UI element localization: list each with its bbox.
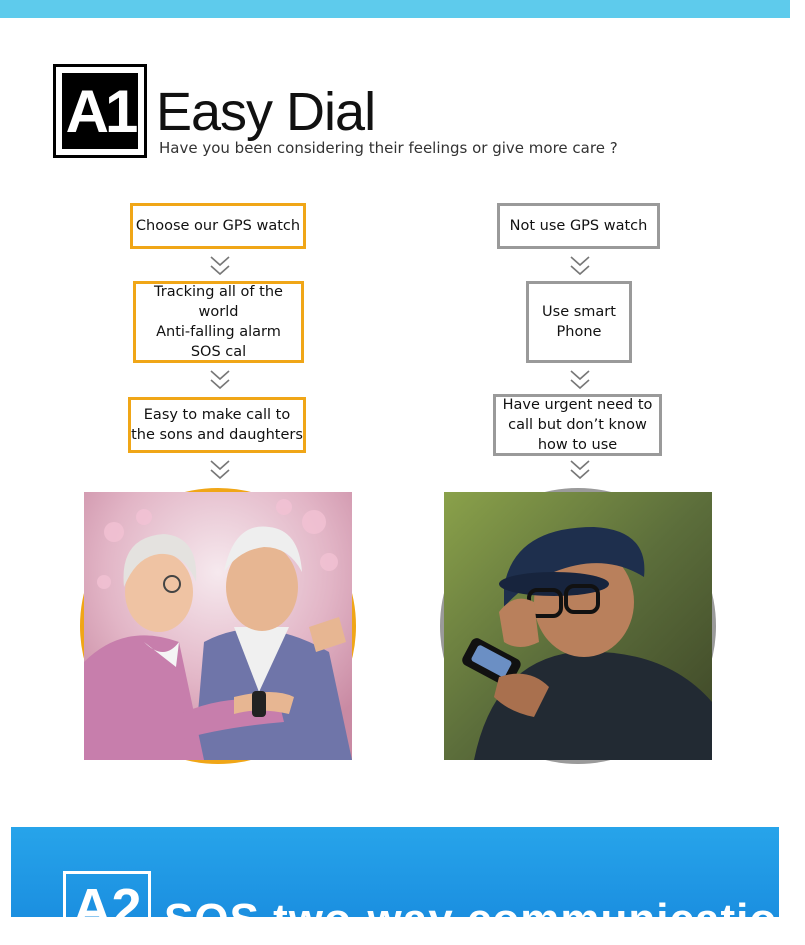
a1-badge bbox=[53, 64, 147, 158]
left-step-2-line-1: Tracking all of the world bbox=[154, 284, 283, 320]
chevron-down-icon bbox=[570, 459, 590, 481]
right-step-1 bbox=[497, 203, 660, 249]
chevron-down-icon bbox=[570, 255, 590, 277]
elderly-couple-illustration bbox=[84, 492, 352, 760]
right-step-2 bbox=[526, 281, 632, 363]
section-2-panel bbox=[11, 827, 805, 944]
left-step-2-line-3: SOS cal bbox=[190, 344, 247, 360]
chevron-down-icon bbox=[570, 369, 590, 391]
left-step-3-line-1: Easy to make call to bbox=[143, 407, 291, 423]
right-step-3-line-1: Have urgent need to bbox=[502, 397, 653, 413]
left-step-1 bbox=[130, 203, 306, 249]
left-step-1-line-1: Choose our GPS watch bbox=[135, 218, 301, 234]
chevron-down-icon bbox=[210, 255, 230, 277]
old-man-phone-photo bbox=[440, 488, 716, 764]
left-step-2-line-2: Anti-falling alarm bbox=[156, 324, 281, 340]
left-step-2 bbox=[133, 281, 304, 363]
old-man-illustration bbox=[444, 492, 712, 760]
section-title: Easy Dial bbox=[156, 82, 376, 142]
right-step-3 bbox=[493, 394, 662, 456]
right-step-3-line-3: how to use bbox=[537, 437, 618, 453]
right-step-2-line-1: Use smart bbox=[542, 304, 616, 320]
right-step-1-line-1: Not use GPS watch bbox=[509, 218, 648, 234]
section-2-title: SOS two-way communication bbox=[164, 895, 805, 944]
chevron-down-icon bbox=[210, 459, 230, 481]
top-bar bbox=[0, 0, 790, 18]
left-step-3-line-2: the sons and daughters bbox=[131, 427, 303, 443]
a2-badge: A2 bbox=[63, 871, 151, 941]
elderly-couple-photo bbox=[80, 488, 356, 764]
left-step-3 bbox=[128, 397, 306, 453]
right-step-2-line-2: Phone bbox=[556, 324, 602, 340]
a1-badge-label: A1 bbox=[62, 73, 138, 149]
right-step-3-line-2: call but don’t know bbox=[508, 417, 647, 433]
chevron-down-icon bbox=[210, 369, 230, 391]
section-subtitle: Have you been considering their feelings or give more care ? bbox=[159, 139, 618, 157]
